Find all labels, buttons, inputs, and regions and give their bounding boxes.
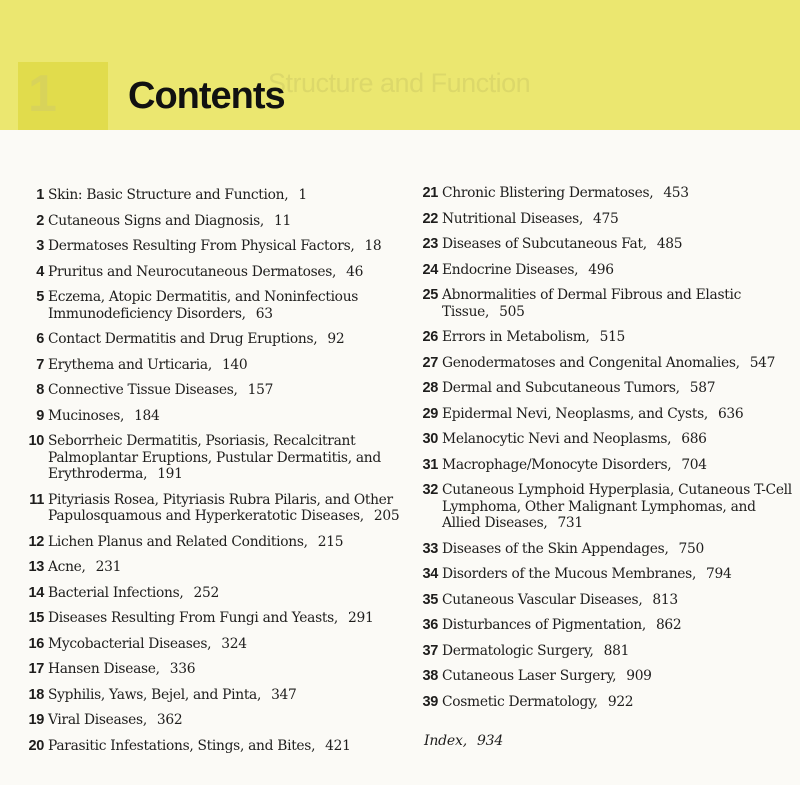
toc-page-number: 347 [271, 686, 297, 703]
toc-title-line: Lymphoma, Other Malignant Lymphomas, and [442, 498, 756, 515]
toc-title-line: Dermatoses Resulting From Physical Factors, 18 [48, 238, 382, 254]
toc-title-line: Cutaneous Signs and Diagnosis, 11 [48, 212, 291, 229]
toc-entry[interactable] [20, 213, 410, 230]
toc-title-line: Melanocytic Nevi and Neoplasms, 686 [442, 431, 707, 447]
toc-entry[interactable] [414, 668, 800, 685]
toc-page-number: 496 [588, 261, 614, 278]
toc-title-line: Connective Tissue Diseases, 157 [48, 382, 274, 398]
toc-chapter-number: 24 [422, 261, 438, 278]
index-page: 934 [476, 733, 504, 749]
toc-page-number: 46 [346, 263, 364, 280]
toc-chapter-number: 38 [422, 668, 438, 684]
toc-page-number: 215 [317, 533, 344, 550]
toc-chapter-number: 17 [28, 661, 44, 677]
toc-entry[interactable] [20, 187, 410, 204]
toc-page-number: 252 [193, 584, 219, 601]
toc-title-line: Hansen Disease, 336 [48, 661, 196, 677]
toc-title-line: Eczema, Atopic Dermatitis, and Noninfectious [48, 289, 359, 305]
toc-entry[interactable] [20, 289, 410, 322]
toc-title-line: Cutaneous Lymphoid Hyperplasia, Cutaneous T-Cell [442, 482, 792, 498]
chapter-number: 1 [28, 65, 57, 123]
toc-entry[interactable] [20, 534, 410, 551]
toc-entry[interactable] [20, 585, 410, 602]
toc-entry-text [48, 264, 410, 281]
toc-title-line: Viral Diseases, 362 [48, 712, 183, 728]
toc-page-number: 11 [273, 212, 291, 229]
toc-chapter-number: 22 [422, 210, 438, 227]
toc-title-line: Macrophage/Monocyte Disorders, 704 [442, 456, 707, 473]
toc-title-line: Tissue, 505 [442, 303, 525, 320]
toc-entry-text [442, 457, 800, 474]
toc-entry[interactable] [20, 238, 410, 255]
toc-chapter-number: 10 [28, 433, 44, 449]
toc-entry[interactable] [20, 738, 410, 755]
toc-title-line: Abnormalities of Dermal Fibrous and Elastic [442, 287, 742, 303]
toc-chapter-number: 19 [28, 712, 44, 728]
toc-page-number: 475 [593, 210, 619, 227]
toc-entry-text [48, 331, 410, 348]
toc-chapter-number: 8 [36, 382, 44, 398]
toc-entry[interactable] [414, 211, 800, 228]
toc-page-number: 750 [678, 540, 704, 557]
toc-entry-text [442, 431, 800, 448]
toc-page-number: 184 [134, 407, 160, 424]
toc-chapter-number: 12 [28, 533, 44, 550]
toc-entry-text [48, 433, 410, 483]
toc-entry-text [48, 534, 410, 551]
toc-entry[interactable] [20, 357, 410, 374]
toc-title-line: Acne, 231 [48, 559, 122, 575]
toc-page-number: 336 [169, 661, 196, 677]
toc-chapter-number: 4 [36, 263, 44, 280]
toc-chapter-number: 11 [29, 491, 44, 508]
toc-page-number: 92 [327, 331, 345, 347]
toc-page-number: 909 [626, 668, 652, 684]
toc-page-number: 191 [157, 466, 183, 482]
toc-entry-text [48, 610, 410, 627]
toc-page-number: 636 [717, 405, 744, 422]
toc-title-line: Chronic Blistering Dermatoses, 453 [442, 185, 689, 201]
toc-page-number: 515 [599, 329, 626, 345]
toc-page-number: 704 [681, 456, 707, 473]
toc-chapter-number: 32 [422, 482, 438, 498]
toc-column-left [20, 187, 410, 754]
toc-entry-text [442, 592, 800, 609]
toc-entry-text [442, 287, 800, 320]
toc-title-line: Disorders of the Mucous Membranes, 794 [442, 566, 732, 582]
toc-chapter-number: 3 [36, 238, 44, 254]
toc-page-number: 324 [221, 635, 247, 652]
toc-chapter-number: 7 [36, 356, 44, 373]
toc-title-line: Seborrheic Dermatitis, Psoriasis, Recalcitrant [48, 433, 356, 449]
toc-title-line: Erythroderma, 191 [48, 466, 183, 482]
toc-entry-text [48, 357, 410, 374]
toc-entry[interactable] [414, 643, 800, 660]
toc-page-number: 485 [656, 236, 683, 252]
toc-page-number: 63 [255, 305, 273, 322]
toc-title-line: Lichen Planus and Related Conditions, 215 [48, 533, 344, 550]
toc-entry-text [442, 185, 800, 202]
toc-entry-text [48, 661, 410, 678]
toc-entry-text [442, 482, 800, 532]
toc-page-number: 731 [557, 515, 583, 531]
toc-entry[interactable] [414, 541, 800, 558]
toc-entry[interactable] [414, 482, 800, 532]
toc-entry-text [48, 585, 410, 602]
toc-entry-text [48, 408, 410, 425]
toc-page-number: 862 [655, 617, 682, 633]
toc-title-line: Diseases Resulting From Fungi and Yeasts, 291 [48, 610, 374, 626]
toc-entry[interactable] [20, 408, 410, 425]
toc-title-line: Endocrine Diseases, 496 [442, 261, 614, 278]
toc-chapter-number: 23 [422, 236, 438, 252]
toc-entry[interactable] [20, 433, 410, 483]
toc-title-line: Pityriasis Rosea, Pityriasis Rubra Pilaris, and Other [48, 491, 393, 508]
toc-entry-text [48, 492, 410, 525]
toc-entry-text [442, 380, 800, 397]
toc-entry[interactable] [20, 610, 410, 627]
toc-title-line: Cutaneous Vascular Diseases, 813 [442, 591, 678, 608]
toc-chapter-number: 14 [28, 584, 44, 601]
toc-title-line: Contact Dermatitis and Drug Eruptions, 92 [48, 331, 345, 347]
toc-chapter-number: 15 [28, 610, 44, 626]
toc-title-line: Disturbances of Pigmentation, 862 [442, 617, 682, 633]
toc-entry-text [48, 213, 410, 230]
toc-title-line: Erythema and Urticaria, 140 [48, 356, 248, 373]
toc-title-line: Diseases of Subcutaneous Fat, 485 [442, 236, 683, 252]
toc-title-line: Mycobacterial Diseases, 324 [48, 635, 247, 652]
toc-entry-text [442, 211, 800, 228]
toc-title-line: Skin: Basic Structure and Function, 1 [48, 187, 307, 203]
toc-title-line: Errors in Metabolism, 515 [442, 329, 626, 345]
toc-page-number: 157 [247, 382, 274, 398]
toc-entry[interactable] [414, 329, 800, 346]
toc-entry-text [48, 712, 410, 729]
toc-chapter-number: 31 [422, 456, 438, 473]
toc-chapter-number: 29 [422, 405, 438, 422]
toc-title-line: Dermal and Subcutaneous Tumors, 587 [442, 380, 716, 396]
toc-chapter-number: 33 [422, 540, 438, 557]
toc-title-line: Cosmetic Dermatology, 922 [442, 693, 634, 710]
toc-title-line: Palmoplantar Eruptions, Pustular Dermatitis, and [48, 449, 381, 466]
ghost-subtitle: Structure and Function [268, 68, 531, 98]
toc-entry-text [442, 355, 800, 372]
toc-title-line: Dermatologic Surgery, 881 [442, 642, 630, 659]
toc-title-line: Allied Diseases, 731 [442, 515, 583, 531]
header-banner [0, 0, 800, 130]
toc-entry[interactable] [20, 492, 410, 525]
toc-entry[interactable] [20, 331, 410, 348]
toc-chapter-number: 13 [28, 559, 44, 575]
toc-title-line: Genodermatoses and Congenital Anomalies, 547 [442, 354, 776, 371]
toc-entry[interactable] [414, 262, 800, 279]
toc-entry-text [48, 559, 410, 576]
toc-chapter-number: 18 [28, 686, 44, 703]
toc-entry-text [48, 187, 410, 204]
toc-chapter-number: 28 [422, 380, 438, 396]
toc-entry[interactable] [414, 617, 800, 634]
toc-entry[interactable] [20, 661, 410, 678]
toc-page-number: 231 [95, 559, 122, 575]
toc-entry-text [442, 694, 800, 711]
toc-chapter-number: 26 [422, 329, 438, 345]
toc-chapter-number: 34 [422, 566, 438, 582]
toc-page-number: 362 [156, 712, 183, 728]
toc-chapter-number: 1 [36, 187, 44, 203]
toc-chapter-number: 16 [28, 635, 44, 652]
toc-page-number: 922 [607, 693, 634, 710]
toc-entry-text [442, 541, 800, 558]
toc-entry[interactable] [414, 566, 800, 583]
toc-entry[interactable] [414, 236, 800, 253]
toc-page-number: 18 [364, 238, 382, 254]
toc-page-number: 291 [348, 610, 374, 626]
toc-entry-text [442, 262, 800, 279]
toc-entry[interactable] [414, 406, 800, 423]
toc-page-number: 587 [689, 380, 716, 396]
toc-title-line: Cutaneous Laser Surgery, 909 [442, 668, 652, 684]
toc-page-number: 813 [652, 591, 678, 608]
toc-entry-text [48, 738, 410, 755]
toc-page-number: 453 [663, 185, 689, 201]
toc-chapter-number: 25 [422, 287, 438, 303]
toc-entry[interactable] [414, 380, 800, 397]
toc-entry[interactable] [20, 712, 410, 729]
toc-column-right [414, 185, 800, 749]
toc-entry-text [48, 238, 410, 255]
toc-title-line: Pruritus and Neurocutaneous Dermatoses, 46 [48, 263, 364, 280]
toc-entry-text [442, 566, 800, 583]
toc-title-line: Diseases of the Skin Appendages, 750 [442, 540, 704, 557]
toc-chapter-number: 30 [422, 431, 438, 447]
toc-entry[interactable] [414, 592, 800, 609]
toc-title-line: Nutritional Diseases, 475 [442, 210, 619, 227]
toc-title-line: Immunodeficiency Disorders, 63 [48, 305, 273, 322]
toc-chapter-number: 36 [422, 617, 438, 633]
toc-entry-text [442, 329, 800, 346]
page-title: Contents [128, 75, 285, 117]
index-entry[interactable] [424, 733, 800, 749]
toc-page-number: 881 [603, 642, 630, 659]
toc-title-line: Epidermal Nevi, Neoplasms, and Cysts, 636 [442, 405, 744, 422]
toc-entry-text [48, 687, 410, 704]
toc-entry[interactable] [20, 382, 410, 399]
toc-chapter-number: 6 [36, 331, 44, 347]
toc-entry-text [442, 617, 800, 634]
toc-entry[interactable] [20, 559, 410, 576]
toc-chapter-number: 37 [422, 642, 438, 659]
toc-page-number: 205 [373, 508, 400, 524]
toc-entry[interactable] [20, 687, 410, 704]
toc-entry[interactable] [414, 694, 800, 711]
toc-page-number: 421 [325, 737, 351, 754]
toc-entry-text [48, 382, 410, 399]
toc-chapter-number: 2 [36, 212, 44, 229]
toc-page-number: 505 [499, 303, 525, 320]
toc-title-line: Bacterial Infections, 252 [48, 584, 219, 601]
toc-entry-text [442, 406, 800, 423]
toc-entry-text [442, 236, 800, 253]
toc-chapter-number: 20 [28, 737, 44, 754]
toc-title-line: Papulosquamous and Hyperkeratotic Diseases, 205 [48, 508, 400, 524]
toc-chapter-number: 21 [422, 185, 438, 201]
toc-entry-text [48, 636, 410, 653]
toc-chapter-number: 9 [36, 407, 44, 424]
toc-entry-text [442, 643, 800, 660]
toc-page-number: 794 [706, 566, 732, 582]
toc-entry[interactable] [414, 355, 800, 372]
toc-entry[interactable] [414, 431, 800, 448]
toc-page-number: 1 [298, 187, 307, 203]
toc-title-line: Parasitic Infestations, Stings, and Bites, 421 [48, 737, 351, 754]
toc-chapter-number: 39 [422, 693, 438, 710]
toc-title-line: Syphilis, Yaws, Bejel, and Pinta, 347 [48, 686, 297, 703]
toc-entry[interactable] [20, 264, 410, 281]
toc-entry[interactable] [20, 636, 410, 653]
toc-page-number: 547 [749, 354, 776, 371]
toc-entry[interactable] [414, 287, 800, 320]
toc-entry[interactable] [414, 457, 800, 474]
toc-chapter-number: 35 [422, 591, 438, 608]
toc-title-line: Mucinoses, 184 [48, 407, 160, 424]
toc-page-number: 686 [681, 431, 707, 447]
toc-chapter-number: 27 [422, 354, 438, 371]
toc-entry[interactable] [414, 185, 800, 202]
toc-entry-text [48, 289, 410, 322]
toc-entry-text [442, 668, 800, 685]
toc-page-number: 140 [221, 356, 248, 373]
toc-chapter-number: 5 [36, 289, 44, 305]
index-label: Index, [424, 733, 467, 749]
